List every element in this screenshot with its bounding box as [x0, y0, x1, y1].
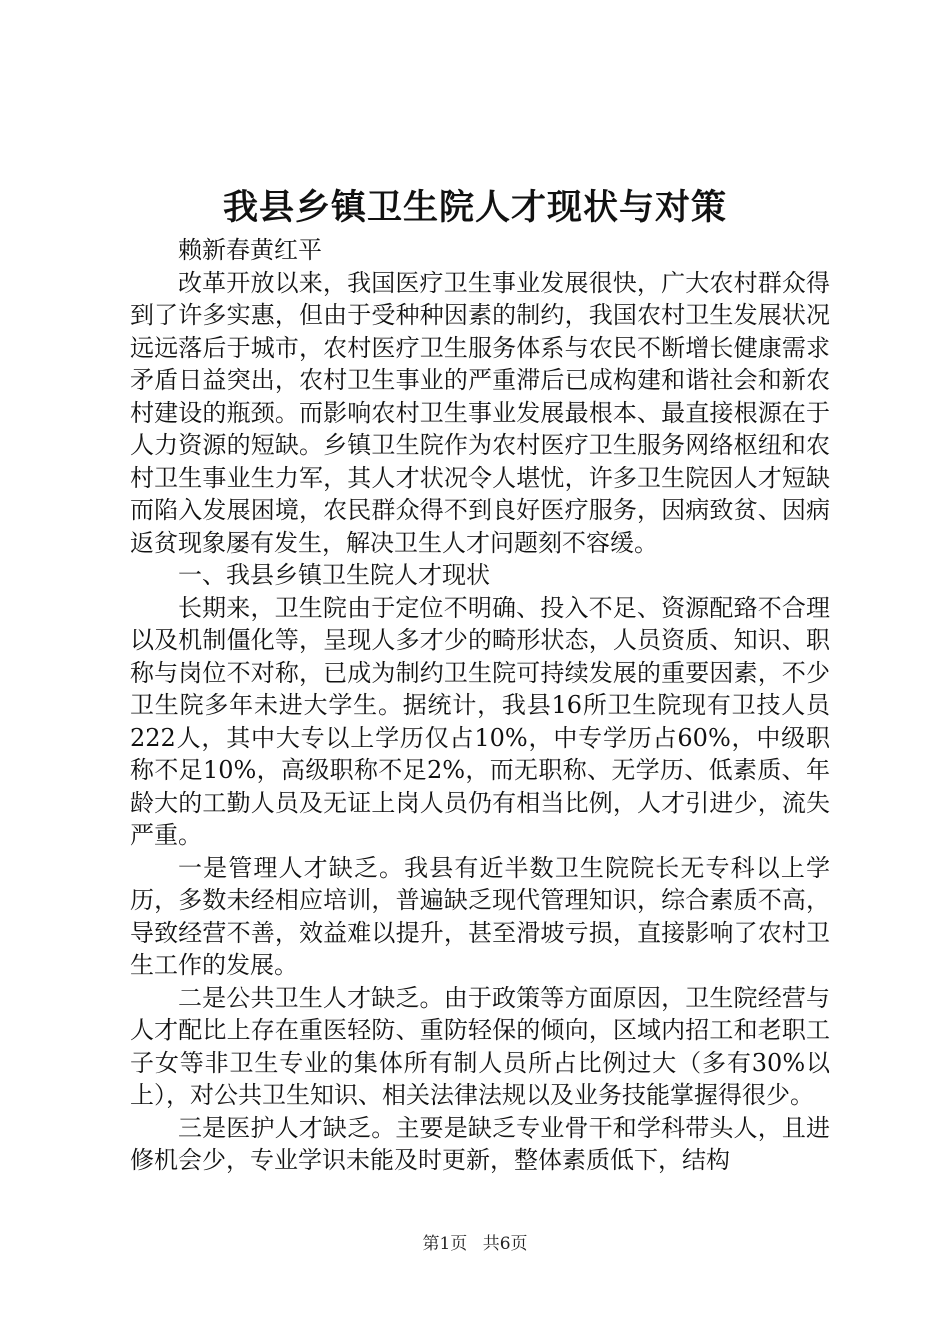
page-footer	[0, 1232, 950, 1256]
paragraph-medical-staff: 三是医护人才缺乏。主要是缺乏专业骨干和学科带头人，且进修机会少，专业学识未能及时更新，整体素质低下，结构	[130, 1113, 830, 1174]
paragraph-intro: 改革开放以来，我国医疗卫生事业发展很快，广大农村群众得到了许多实惠，但由于受种种因素的制约，我国农村卫生发展状况远远落后于城市，农村医疗卫生服务体系与农民不断增长健康需求矛盾日益突出，农村卫生事业的严重滞后已成构建和谐社会和新农村建设的瓶颈。而影响农村卫生事业发展最根本、最直接根源在于人力资源的短缺。乡镇卫生院作为农村医疗卫生服务网络枢纽和农村卫生事业生力军，其人才状况令人堪忧，许多卫生院因人才短缺而陷入发展困境，农民群众得不到良好医疗服务，因病致贫、因病返贫现象屡有发生，解决卫生人才问题刻不容缓。	[130, 268, 830, 557]
paragraph-public-health: 二是公共卫生人才缺乏。由于政策等方面原因，卫生院经营与人才配比上存在重医轻防、重防轻保的倾向，区域内招工和老职工子女等非卫生专业的集体所有制人员所占比例过大（多有30%以上），对公共卫生知识、相关法律法规以及业务技能掌握得很少。	[130, 983, 830, 1109]
section-heading-1: 一、我县乡镇卫生院人才现状	[178, 561, 490, 589]
document-title: 我县乡镇卫生院人才现状与对策	[222, 187, 727, 228]
author-line: 赖新春黄红平	[178, 236, 322, 264]
page-number: 第1页	[422, 1234, 468, 1254]
document-body	[130, 234, 830, 1177]
page-total: 共6页	[482, 1234, 528, 1254]
paragraph-management: 一是管理人才缺乏。我县有近半数卫生院院长无专科以上学历，多数未经相应培训，普遍缺乏现代管理知识，综合素质不高，导致经营不善，效益难以提升，甚至滑坡亏损，直接影响了农村卫生工作的发展。	[130, 853, 830, 979]
paragraph-status: 长期来，卫生院由于定位不明确、投入不足、资源配臵不合理以及机制僵化等，呈现人多才少的畸形状态，人员资质、知识、职称与岗位不对称，已成为制约卫生院可持续发展的重要因素，不少卫生院多年未进大学生。据统计，我县16所卫生院现有卫技人员222人，其中大专以上学历仅占10%，中专学历占60%，中级职称不足10%，高级职称不足2%，而无职称、无学历、低素质、年龄大的工勤人员及无证上岗人员仍有相当比例，人才引进少，流失严重。	[130, 593, 830, 849]
